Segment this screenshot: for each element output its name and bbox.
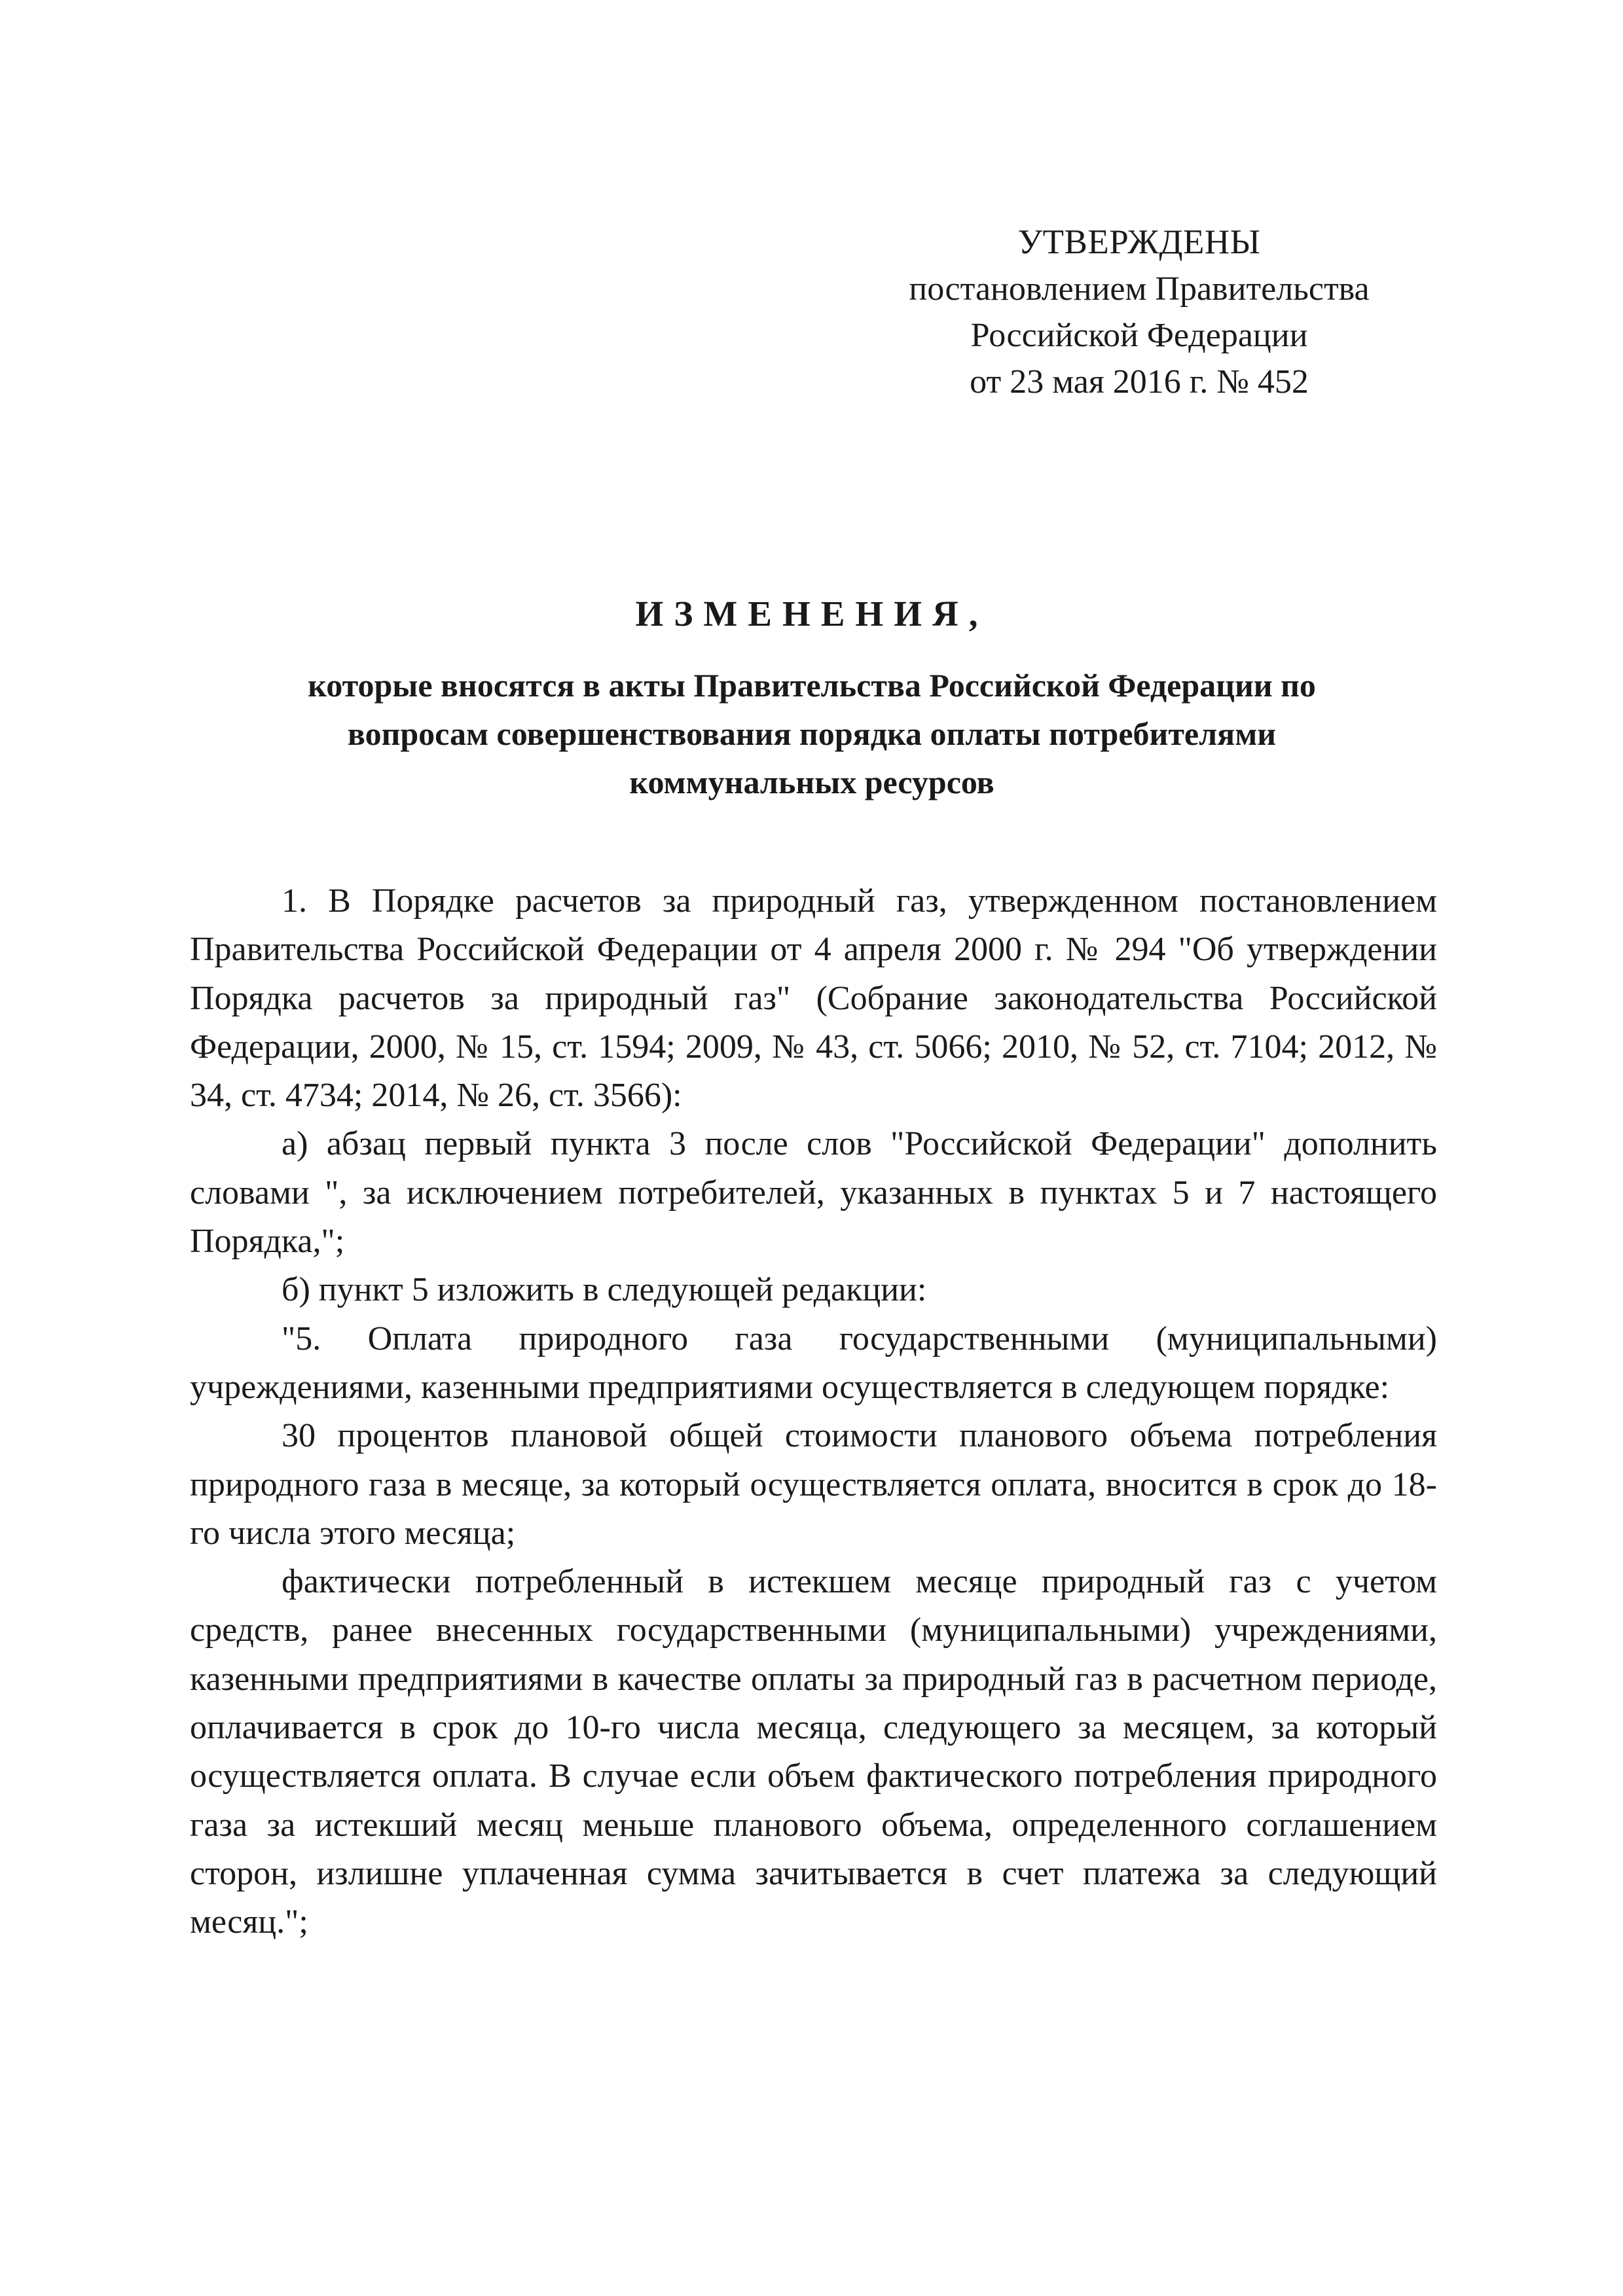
paragraph-1: 1. В Порядке расчетов за природный газ, утвержденном постановлением Правительства Российской Федерации от 4 апреля 2000 г. № 294 "Об утверждении Порядка расчетов за природный газ" (Собрание законодательства Российской Федерации, 2000, № 15, ст. 1594; 2009, № 43, ст. 5066; 2010, № 52, ст. 7104; 2012, № 34, ст. 4734; 2014, № 26, ст. 3566): bbox=[190, 882, 1437, 1115]
approval-line-3: от 23 мая 2016 г. № 452 bbox=[970, 363, 1309, 401]
subtitle-line-1: которые вносятся в акты Правительства Российской Федерации по bbox=[308, 667, 1316, 704]
document-title-block bbox=[151, 589, 1473, 806]
subtitle-line-3: коммунальных ресурсов bbox=[629, 764, 994, 800]
approval-stamp bbox=[845, 219, 1434, 405]
paragraph-3-item-b: б) пункт 5 изложить в следующей редакции: bbox=[282, 1271, 927, 1309]
subtitle-line-2: вопросам совершенствования порядка оплаты потребителями bbox=[347, 715, 1277, 752]
approval-line-1: постановлением Правительства bbox=[909, 270, 1370, 308]
approval-heading: УТВЕРЖДЕНЫ bbox=[1017, 223, 1261, 261]
paragraph-6: фактически потребленный в истекшем месяце природный газ с учетом средств, ранее внесенных государственными (муниципальными) учреждениями, казенными предприятиями в качестве оплаты за природный газ в расчетном периоде, оплачивается в срок до 10-го числа месяца, следующего за месяцем, за который осуществляется оплата. В случае если объем фактического потребления природного газа за истекший месяц меньше планового объема, определенного соглашением сторон, излишне уплаченная сумма зачитывается в счет платежа за следующий месяц."; bbox=[190, 1563, 1437, 1941]
paragraph-4-clause-5: "5. Оплата природного газа государственными (муниципальными) учреждениями, казенными предприятиями осуществляется в следующем порядке: bbox=[190, 1319, 1437, 1406]
document-body bbox=[190, 877, 1437, 1947]
paragraph-2-item-a: а) абзац первый пункта 3 после слов "Российской Федерации" дополнить словами ", за исключением потребителей, указанных в пунктах 5 и 7 настоящего Порядка,"; bbox=[190, 1125, 1437, 1261]
document-title: ИЗМЕНЕНИЯ, bbox=[635, 594, 989, 634]
document-subtitle bbox=[151, 661, 1473, 806]
paragraph-5: 30 процентов плановой общей стоимости планового объема потребления природного газа в месяце, за который осуществляется оплата, вносится в срок до 18-го числа этого месяца; bbox=[190, 1417, 1437, 1552]
approval-line-2: Российской Федерации bbox=[970, 317, 1308, 354]
